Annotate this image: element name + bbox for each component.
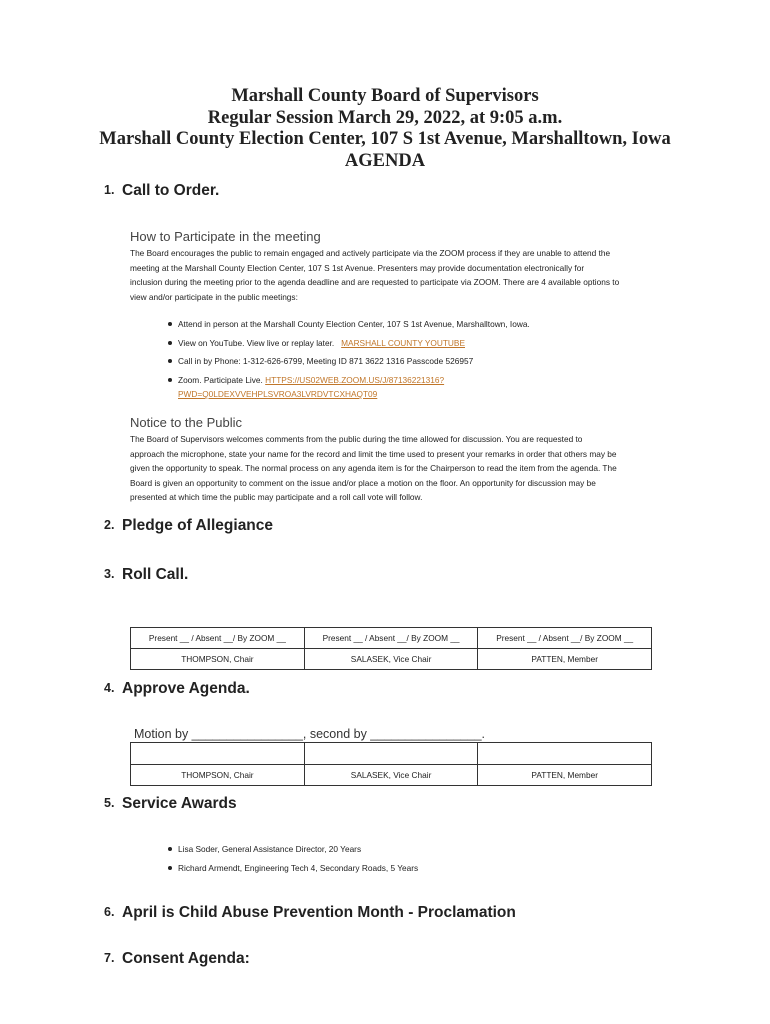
option-in-person: Attend in person at the Marshall County Election Center, 107 S 1st Avenue, Marshalltown, Iowa.: [178, 319, 530, 329]
notice-line: approach the microphone, state your name for the record and limit the time used to present your remarks in order that others may be: [130, 448, 617, 459]
notice-paragraph: [130, 432, 678, 505]
participate-line: inclusion during the meeting prior to the agenda deadline and are requested to participate via ZOOM. There are 4 available options to: [130, 277, 620, 288]
participate-line: view and/or participate in the public meetings:: [130, 291, 298, 302]
roll-call-name-cell: THOMPSON, Chair: [131, 649, 305, 670]
roll-call-status-cell: Present __ / Absent __/ By ZOOM __: [131, 628, 305, 649]
zoom-link-part-2[interactable]: PWD=Q0LDEXVVEHPLSVROA3LVRDVTCXHAQT09: [178, 389, 378, 399]
vote-blank-cell: [131, 743, 305, 765]
notice-heading: Notice to the Public: [130, 415, 243, 430]
roll-call-table: [130, 627, 652, 670]
participate-line: The Board encourages the public to remain engaged and actively participate via the ZOOM process if they are unable to attend the: [130, 248, 611, 258]
roll-call-status-cell: Present __ / Absent __/ By ZOOM __: [304, 628, 478, 649]
section-5-number: 5.: [104, 796, 115, 810]
agenda-vote-table: [130, 742, 652, 786]
title-line-1: Marshall County Board of Supervisors: [231, 86, 539, 106]
option-zoom-text: Zoom. Participate Live.: [178, 375, 263, 385]
bullet-icon: [168, 322, 172, 326]
motion-line: Motion by ________________, second by ________________.: [134, 727, 486, 741]
notice-line: presented at which time the public may participate and a roll call vote will follow.: [130, 492, 423, 503]
option-zoom: [178, 373, 444, 387]
option-phone: Call in by Phone: 1-312-626-6799, Meeting ID 871 3622 1316 Passcode 526957: [178, 356, 474, 366]
section-7-number: 7.: [104, 951, 115, 965]
zoom-link-continued: [178, 387, 377, 401]
roll-call-name-cell: SALASEK, Vice Chair: [304, 649, 478, 670]
notice-line: Board is given an opportunity to comment on the issue and/or place a motion on the floor. An opportunity for discussion may be: [130, 477, 596, 488]
title-line-3: Marshall County Election Center, 107 S 1st Avenue, Marshalltown, Iowa: [99, 129, 671, 149]
participate-heading: How to Participate in the meeting: [130, 229, 321, 244]
section-4-number: 4.: [104, 681, 115, 695]
notice-line: given the opportunity to speak. The normal process on any agenda item is for the Chairperson to read the item from the agenda. The: [130, 463, 617, 474]
section-3-number: 3.: [104, 567, 115, 581]
youtube-link[interactable]: MARSHALL COUNTY YOUTUBE: [341, 338, 465, 348]
vote-blank-cell: [478, 743, 652, 765]
section-4-title: Approve Agenda.: [122, 680, 250, 697]
section-5-title: Service Awards: [122, 795, 237, 812]
bullet-icon: [168, 866, 172, 870]
section-7-title: Consent Agenda:: [122, 950, 250, 967]
zoom-link[interactable]: HTTPS://US02WEB.ZOOM.US/J/87136221316?: [265, 375, 445, 385]
option-youtube-text: View on YouTube. View live or replay later.: [178, 338, 335, 348]
roll-call-status-cell: Present __ / Absent __/ By ZOOM __: [478, 628, 652, 649]
vote-name-cell: SALASEK, Vice Chair: [304, 765, 478, 786]
section-1-title: Call to Order.: [122, 182, 220, 199]
award-item: Richard Armendt, Engineering Tech 4, Secondary Roads, 5 Years: [178, 863, 419, 873]
vote-blank-cell: [304, 743, 478, 765]
section-2-number: 2.: [104, 518, 115, 532]
section-2-title: Pledge of Allegiance: [122, 517, 274, 534]
bullet-icon: [168, 378, 172, 382]
vote-name-cell: THOMPSON, Chair: [131, 765, 305, 786]
section-3-title: Roll Call.: [122, 566, 189, 583]
vote-name-cell: PATTEN, Member: [478, 765, 652, 786]
bullet-icon: [168, 847, 172, 851]
title-line-4: AGENDA: [344, 151, 426, 171]
section-1-number: 1.: [104, 183, 115, 197]
participate-paragraph: [130, 246, 682, 304]
participate-line: meeting at the Marshall County Election Center, 107 S 1st Avenue. Presenters may provide documentation electronically for: [130, 262, 585, 273]
section-6-number: 6.: [104, 905, 115, 919]
title-line-2: Regular Session March 29, 2022, at 9:05 a.m.: [207, 108, 563, 128]
notice-line: The Board of Supervisors welcomes comments from the public during the time allowed for discussion. You are requested to: [130, 434, 583, 444]
award-item: Lisa Soder, General Assistance Director, 20 Years: [178, 844, 362, 854]
bullet-icon: [168, 359, 172, 363]
bullet-icon: [168, 341, 172, 345]
option-youtube: [178, 336, 465, 350]
section-6-title: April is Child Abuse Prevention Month - Proclamation: [122, 904, 516, 921]
roll-call-name-cell: PATTEN, Member: [478, 649, 652, 670]
